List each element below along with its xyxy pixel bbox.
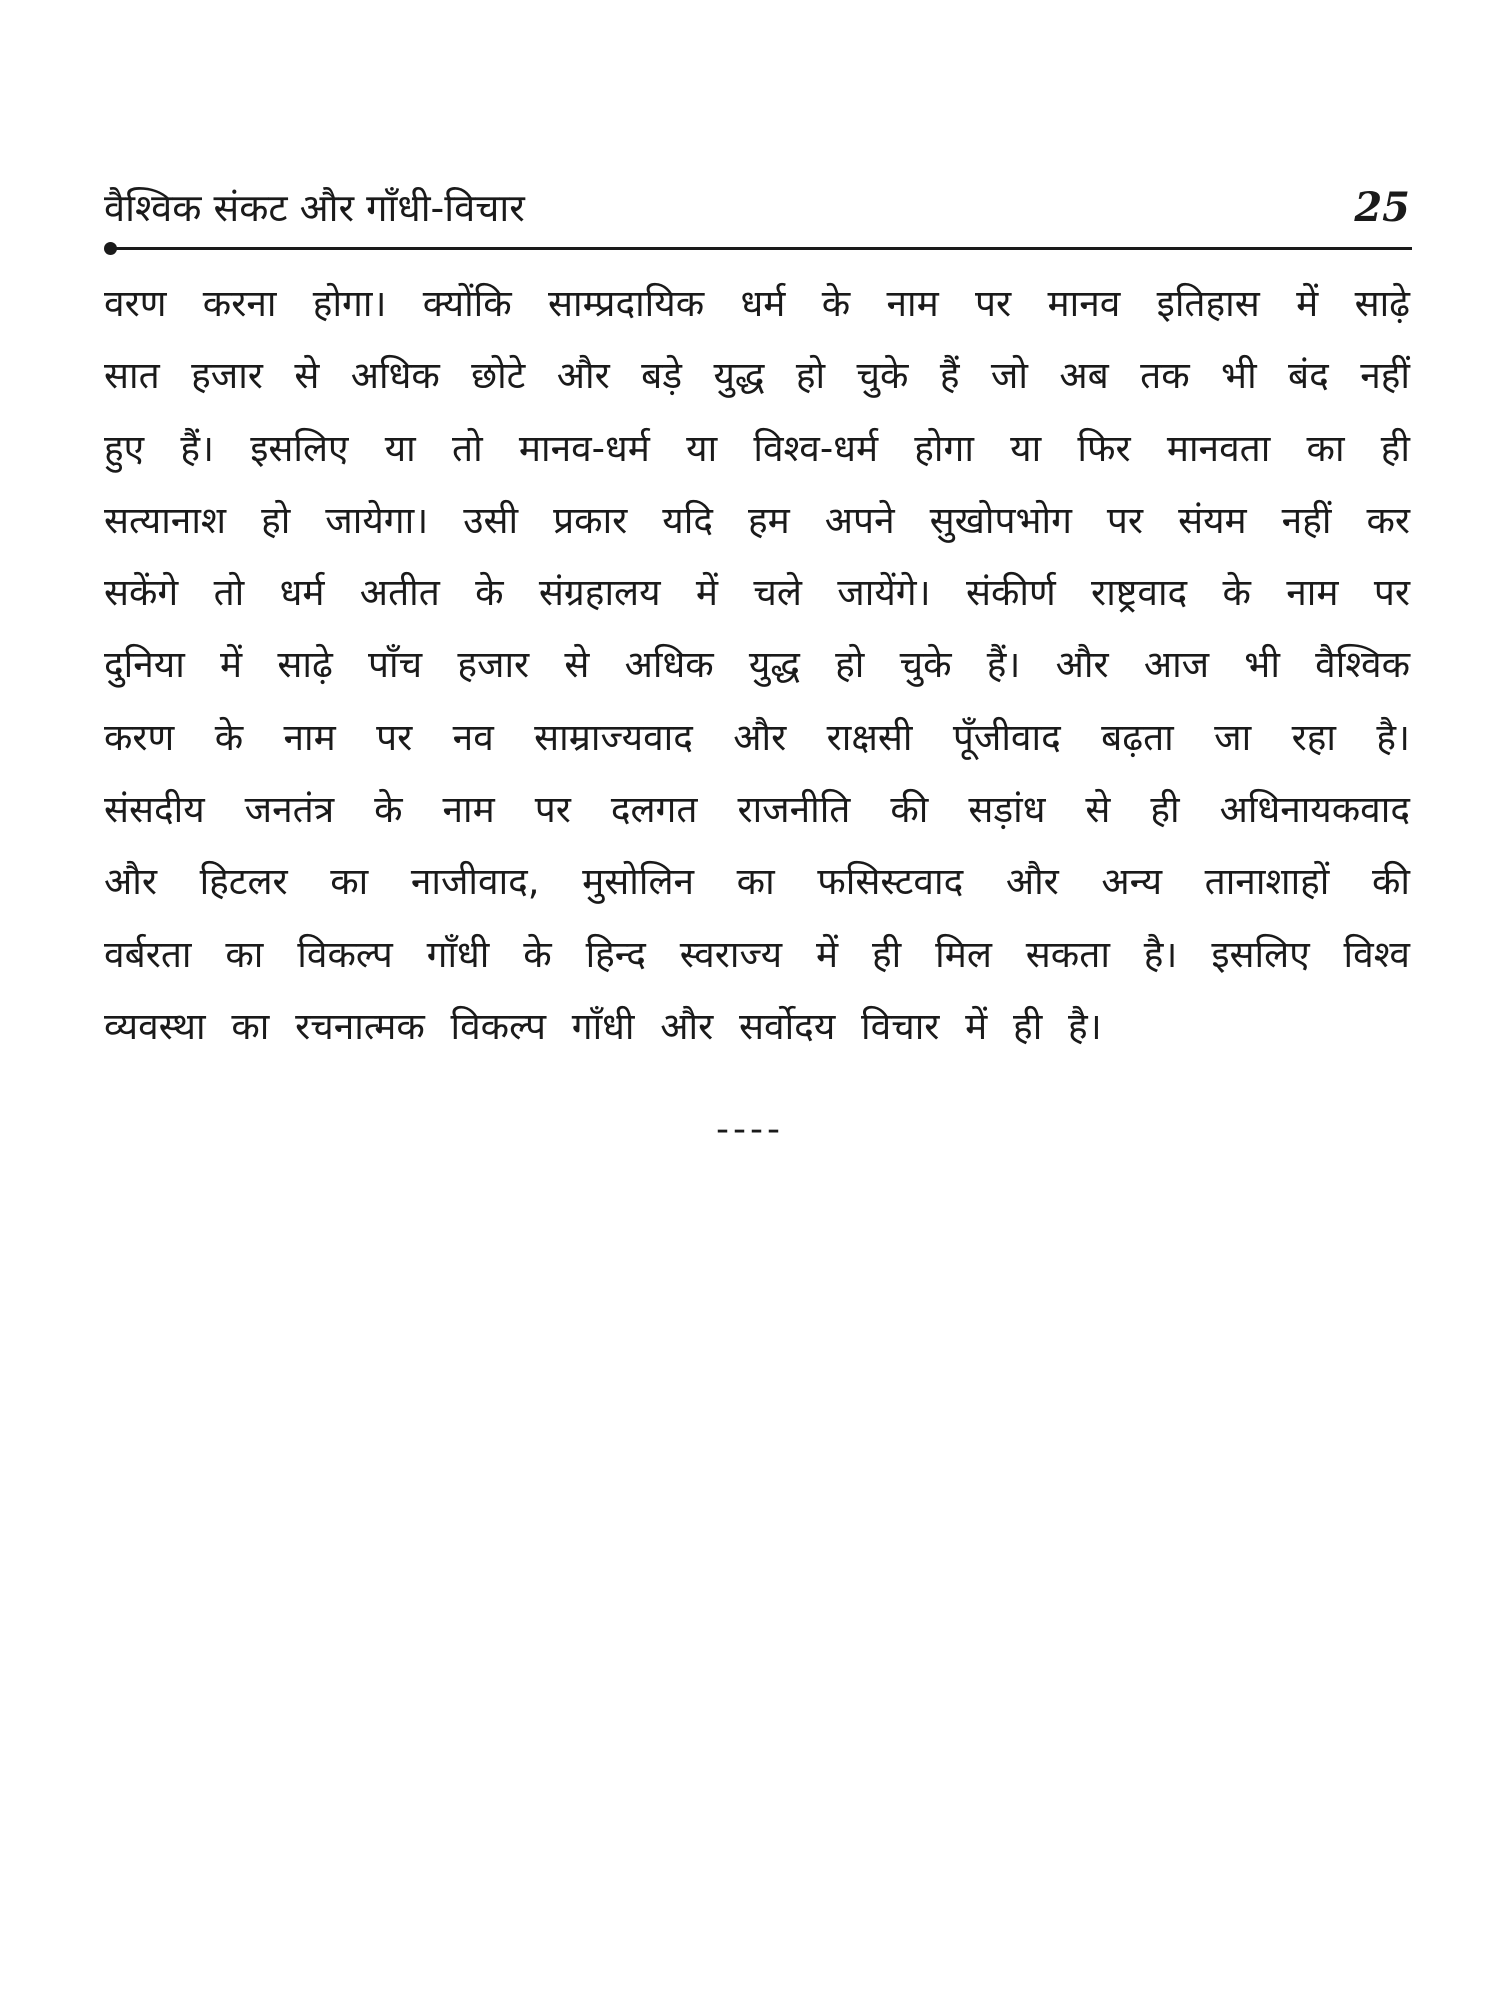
section-end-mark: ---- [716, 1109, 784, 1150]
header-rule [110, 247, 1412, 250]
running-title: वैश्विक संकट और गाँधी-विचार [104, 186, 525, 230]
text-line-5: सकेंगे तो धर्म अतीत के संग्रहालय में चले जायेंगे। संकीर्ण राष्ट्रवाद के नाम पर [104, 571, 1410, 615]
text-line-8: संसदीय जनतंत्र के नाम पर दलगत राजनीति की सड़ांध से ही अधिनायकवाद [104, 788, 1410, 832]
text-line-3: हुए हैं। इसलिए या तो मानव-धर्म या विश्व-धर्म होगा या फिर मानवता का ही [104, 426, 1410, 470]
running-head [104, 178, 1410, 238]
text-line-10: वर्बरता का विकल्प गाँधी के हिन्द स्वराज्य में ही मिल सकता है। इसलिए विश्व [104, 932, 1410, 976]
text-line-7: करण के नाम पर नव साम्राज्यवाद और राक्षसी पूँजीवाद बढ़ता जा रहा है। [104, 715, 1410, 759]
text-line-4: सत्यानाश हो जायेगा। उसी प्रकार यदि हम अपने सुखोपभोग पर संयम नहीं कर [104, 498, 1410, 542]
text-line-6: दुनिया में साढ़े पाँच हजार से अधिक युद्ध हो चुके हैं। और आज भी वैश्विक [104, 643, 1410, 687]
text-line-9: और हिटलर का नाजीवाद, मुसोलिन का फसिस्टवाद और अन्य तानाशाहों की [104, 860, 1410, 904]
text-line-1: वरण करना होगा। क्योंकि साम्प्रदायिक धर्म के नाम पर मानव इतिहास में साढ़े [104, 282, 1410, 325]
text-line-11: व्यवस्था का रचनात्मक विकल्प गाँधी और सर्वोदय विचार में ही है। [104, 1004, 1102, 1048]
text-line-2: सात हजार से अधिक छोटे और बड़े युद्ध हो चुके हैं जो अब तक भी बंद नहीं [104, 354, 1410, 398]
page-number: 25 [1354, 184, 1410, 231]
body-paragraph [104, 268, 1410, 1063]
